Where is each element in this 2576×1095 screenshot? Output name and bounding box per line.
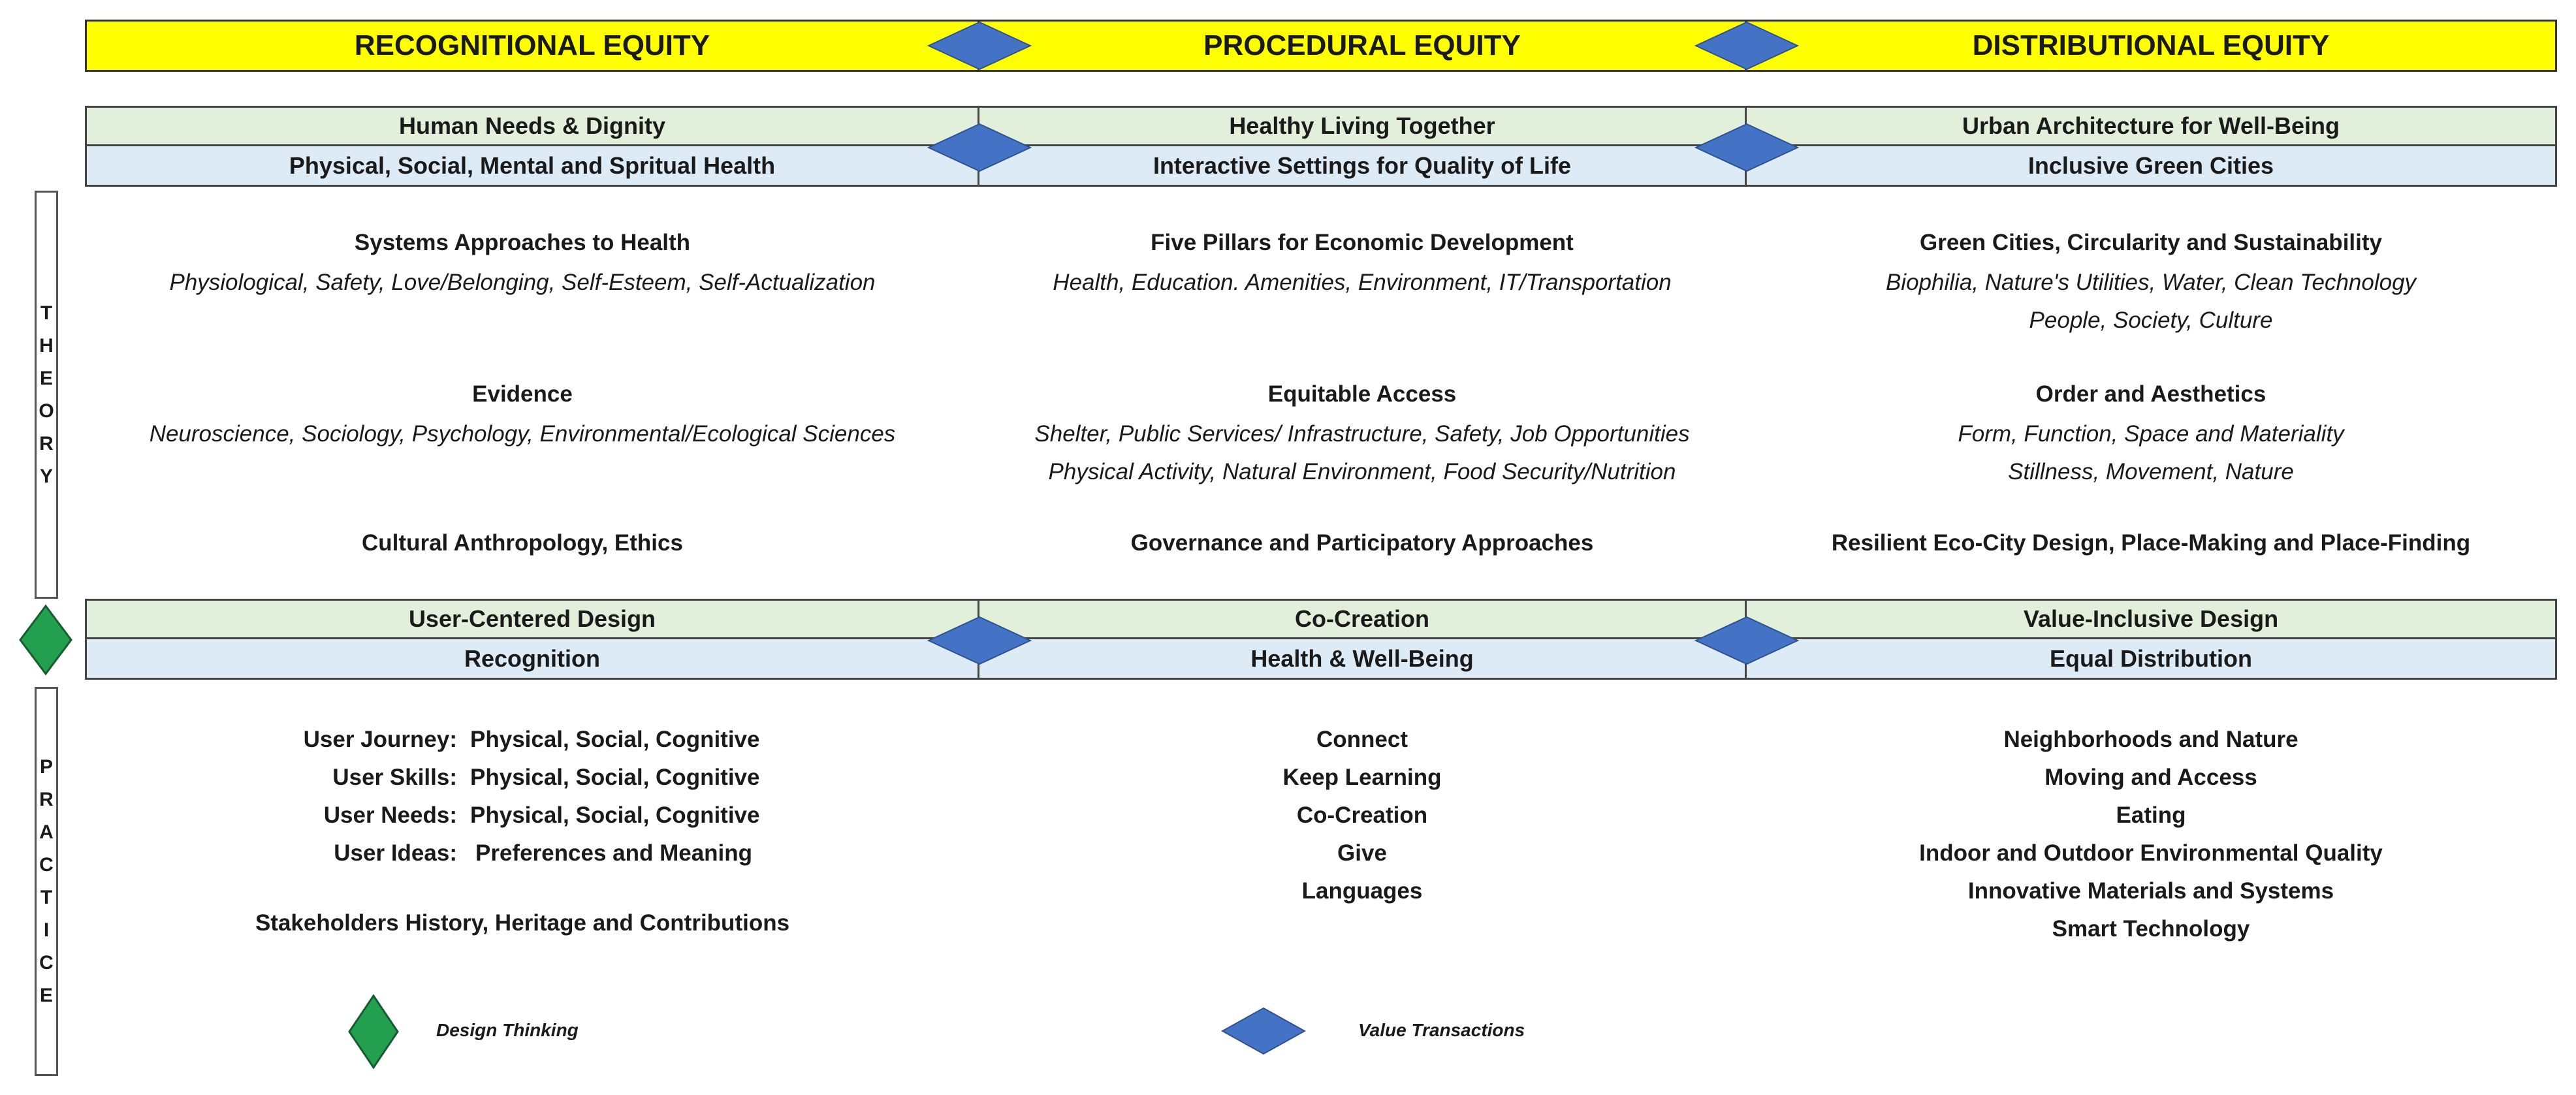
list-item	[215, 721, 759, 759]
list-item-label: User Needs:	[323, 802, 457, 828]
side-letter: I	[43, 919, 50, 941]
theory-col1-sub1: Physiological, Safety, Love/Belonging, Self-Esteem, Self-Actualization	[169, 270, 876, 295]
list-item: Co-Creation	[1296, 802, 1428, 828]
list-item: Keep Learning	[1282, 765, 1442, 790]
value-transaction-diamond-icon	[927, 616, 1032, 665]
value-transaction-diamond-icon	[1694, 21, 1799, 71]
value-transaction-diamond-icon	[1694, 616, 1799, 665]
list-item: Give	[1337, 840, 1387, 866]
side-letter: C	[39, 854, 54, 876]
value-transaction-diamond-icon	[927, 21, 1032, 71]
header-recognitional-label: RECOGNITIONAL EQUITY	[354, 29, 710, 61]
header-distributional-label: DISTRIBUTIONAL EQUITY	[1972, 29, 2330, 61]
band-value-inclusive-design	[1745, 599, 2557, 639]
list-item	[215, 759, 759, 797]
band-label: Recognition	[464, 644, 600, 672]
theory-col1-title3: Cultural Anthropology, Ethics	[362, 530, 683, 556]
theory-col3-title2: Order and Aesthetics	[2035, 381, 2266, 407]
band-label: Co-Creation	[1295, 605, 1429, 632]
band-label: Equal Distribution	[2050, 644, 2252, 672]
band-label: Interactive Settings for Quality of Life	[1153, 151, 1572, 179]
theory-col3-sub2b: Stillness, Movement, Nature	[2008, 459, 2294, 484]
side-letter: E	[39, 367, 53, 389]
theory-col2-sub2b: Physical Activity, Natural Environment, Food Security/Nutrition	[1048, 459, 1676, 484]
list-item: Moving and Access	[2044, 765, 2257, 790]
theory-col3-sub2a: Form, Function, Space and Materiality	[1958, 421, 2344, 447]
band-recognition	[85, 639, 979, 680]
header-recognitional-equity	[85, 20, 979, 72]
list-item-value: Preferences and Meaning	[475, 840, 753, 866]
side-letter: T	[40, 887, 53, 908]
band-label: Healthy Living Together	[1229, 112, 1495, 139]
value-transaction-diamond-icon	[1694, 123, 1799, 172]
design-thinking-diamond-icon	[18, 604, 73, 676]
band-physical-social-health	[85, 146, 979, 187]
theory-col2-title3: Governance and Participatory Approaches	[1130, 530, 1594, 556]
side-letter: R	[39, 789, 54, 810]
list-item-label: User Journey:	[303, 727, 457, 752]
band-user-centered-design	[85, 599, 979, 639]
band-health-well-being	[978, 639, 1747, 680]
theory-col2-title2: Equitable Access	[1267, 381, 1457, 407]
band-equal-distribution	[1745, 639, 2557, 680]
list-item	[215, 834, 759, 872]
theory-col1-title2: Evidence	[472, 381, 573, 407]
list-item-value: Physical, Social, Cognitive	[470, 802, 760, 828]
list-item: Innovative Materials and Systems	[1967, 878, 2334, 904]
list-item-value: Physical, Social, Cognitive	[470, 727, 760, 752]
practice-col1-list	[215, 721, 759, 872]
theory-side-label	[35, 191, 58, 599]
practice-side-label	[35, 687, 58, 1076]
band-label: Physical, Social, Mental and Spritual Health	[289, 151, 776, 179]
practice-col1-footer: Stakeholders History, Heritage and Contributions	[255, 910, 790, 936]
band-label: Human Needs & Dignity	[398, 112, 666, 139]
legend-design-thinking-label: Design Thinking	[436, 1020, 579, 1040]
list-item: Indoor and Outdoor Environmental Quality	[1919, 840, 2383, 866]
value-transaction-diamond-icon	[927, 123, 1032, 172]
side-letter: P	[39, 756, 53, 778]
side-letter: C	[39, 952, 54, 974]
side-letter: A	[39, 821, 54, 843]
list-item-label: User Skills:	[332, 765, 457, 790]
practice-col3-list	[1745, 721, 2557, 948]
theory-col2-sub2a: Shelter, Public Services/ Infrastructure, Safety, Job Opportunities	[1034, 421, 1690, 447]
band-inclusive-green-cities	[1745, 146, 2557, 187]
band-urban-architecture	[1745, 106, 2557, 146]
band-human-needs	[85, 106, 979, 146]
theory-col2-title1: Five Pillars for Economic Development	[1151, 230, 1574, 255]
band-co-creation	[978, 599, 1747, 639]
band-interactive-settings	[978, 146, 1747, 187]
header-procedural-label: PROCEDURAL EQUITY	[1203, 29, 1521, 61]
band-healthy-living	[978, 106, 1747, 146]
theory-col1-title1: Systems Approaches to Health	[354, 230, 691, 255]
theory-col3-title1: Green Cities, Circularity and Sustainability	[1920, 230, 2382, 255]
theory-col1-sub2: Neuroscience, Sociology, Psychology, Environmental/Ecological Sciences	[149, 421, 896, 447]
band-label: Inclusive Green Cities	[2027, 151, 2274, 179]
band-label: Value-Inclusive Design	[2023, 605, 2279, 632]
list-item: Neighborhoods and Nature	[2003, 727, 2298, 752]
theory-col3-sub1b: People, Society, Culture	[2029, 308, 2273, 333]
list-item: Connect	[1316, 727, 1408, 752]
theory-col2-sub1: Health, Education. Amenities, Environment, IT/Transportation	[1053, 270, 1672, 295]
band-label: Health & Well-Being	[1250, 644, 1474, 672]
header-procedural-equity	[978, 20, 1747, 72]
theory-col3-title3: Resilient Eco-City Design, Place-Making and Place-Finding	[1831, 530, 2471, 556]
list-item: Languages	[1301, 878, 1423, 904]
list-item: Smart Technology	[2052, 916, 2250, 942]
side-letter: T	[40, 302, 53, 324]
side-letter: Y	[39, 465, 53, 487]
side-letter: O	[39, 400, 54, 422]
theory-col3-sub1a: Biophilia, Nature's Utilities, Water, Clean Technology	[1885, 270, 2417, 295]
practice-col2-list	[978, 721, 1747, 910]
header-distributional-equity	[1745, 20, 2557, 72]
side-letter: H	[39, 334, 54, 357]
side-letter: E	[39, 985, 53, 1006]
list-item-label: User Ideas:	[334, 840, 457, 866]
list-item-value: Physical, Social, Cognitive	[470, 765, 760, 790]
legend-value-transactions-label: Value Transactions	[1358, 1020, 1525, 1040]
list-item: Eating	[2116, 802, 2186, 828]
band-label: User-Centered Design	[408, 605, 656, 632]
band-label: Urban Architecture for Well-Being	[1962, 112, 2340, 139]
legend-design-thinking-diamond-icon	[347, 994, 400, 1070]
legend-value-transactions-diamond-icon	[1221, 1007, 1306, 1055]
side-letter: R	[39, 432, 54, 454]
list-item	[215, 797, 759, 834]
